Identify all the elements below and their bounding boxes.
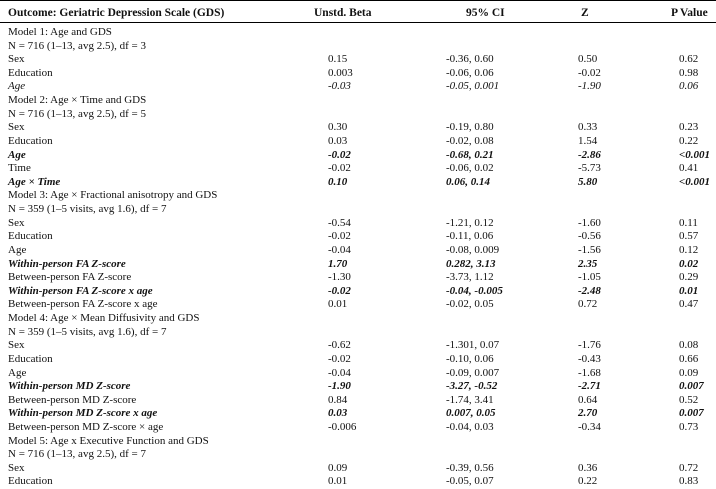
- table-row: [0, 367, 716, 381]
- header-rule: [0, 22, 716, 23]
- beta-cell: 0.10: [328, 175, 348, 188]
- p-cell: 0.47: [679, 298, 699, 311]
- beta-cell: -1.30: [328, 271, 351, 284]
- row-label: Between-person MD Z-score: [8, 393, 137, 406]
- column-header-z: Z: [581, 7, 589, 19]
- p-cell: 0.29: [679, 271, 699, 284]
- beta-cell: 0.03: [328, 407, 348, 420]
- ci-cell: -1.74, 3.41: [446, 393, 494, 406]
- p-cell: 0.73: [679, 420, 699, 433]
- beta-cell: -0.02: [328, 162, 351, 175]
- row-label: Age: [8, 80, 26, 93]
- z-cell: 5.80: [578, 175, 598, 188]
- row-label: N = 359 (1–5 visits, avg 1.6), df = 7: [8, 325, 167, 338]
- ci-cell: -0.68, 0.21: [446, 148, 494, 161]
- row-label: Age: [8, 243, 27, 256]
- row-label: Within-person FA Z-score x age: [8, 284, 153, 297]
- z-cell: 2.35: [578, 257, 598, 270]
- z-cell: -1.76: [578, 339, 601, 352]
- p-cell: <0.001: [679, 175, 711, 188]
- z-cell: -0.56: [578, 230, 601, 243]
- ci-cell: -0.05, 0.001: [446, 80, 500, 93]
- ci-cell: -0.04, 0.03: [446, 420, 494, 433]
- row-label: Sex: [8, 216, 25, 229]
- ci-cell: -1.301, 0.07: [446, 339, 500, 352]
- table-row: [0, 149, 716, 163]
- model-header-row: [0, 26, 716, 40]
- model-header-row: [0, 94, 716, 108]
- beta-cell: -0.62: [328, 339, 351, 352]
- beta-cell: 1.70: [328, 257, 348, 270]
- model-header-row: [0, 189, 716, 203]
- table-row: [0, 230, 716, 244]
- ci-cell: 0.282, 3.13: [446, 257, 496, 270]
- z-cell: 0.72: [578, 298, 598, 311]
- row-label: Model 3: Age × Fractional anisotropy and GDS: [8, 189, 218, 202]
- table-row: [0, 67, 716, 81]
- p-cell: 0.007: [679, 380, 704, 393]
- row-label: N = 716 (1–13, avg 2.5), df = 3: [8, 39, 146, 52]
- ci-cell: -0.06, 0.02: [446, 162, 494, 175]
- row-label: Model 2: Age × Time and GDS: [8, 94, 147, 107]
- table-row: [0, 121, 716, 135]
- row-label: N = 716 (1–13, avg 2.5), df = 5: [8, 107, 146, 120]
- p-cell: 0.08: [679, 339, 699, 352]
- model-header-row: [0, 435, 716, 449]
- table-row: [0, 80, 716, 94]
- p-cell: 0.22: [679, 134, 699, 147]
- p-cell: 0.06: [679, 80, 699, 93]
- row-label: Age: [8, 366, 27, 379]
- table-row: [0, 176, 716, 190]
- ci-cell: -0.05, 0.07: [446, 475, 494, 488]
- beta-cell: -0.54: [328, 216, 351, 229]
- beta-cell: -0.02: [328, 284, 351, 297]
- z-cell: 0.50: [578, 53, 598, 66]
- z-cell: 2.70: [578, 407, 598, 420]
- p-cell: 0.11: [679, 216, 698, 229]
- table-row: [0, 380, 716, 394]
- beta-cell: 0.30: [328, 121, 348, 134]
- ci-cell: -0.19, 0.80: [446, 121, 494, 134]
- row-label: Sex: [8, 121, 25, 134]
- table-row: [0, 475, 716, 489]
- row-label: N = 716 (1–13, avg 2.5), df = 7: [8, 448, 146, 461]
- row-label: Model 4: Age × Mean Diffusivity and GDS: [8, 312, 200, 325]
- beta-cell: -0.04: [328, 366, 351, 379]
- z-cell: 1.54: [578, 134, 598, 147]
- row-label: Age × Time: [8, 175, 61, 188]
- ci-cell: 0.007, 0.05: [446, 407, 496, 420]
- row-label: Education: [8, 134, 53, 147]
- table-row: [0, 285, 716, 299]
- z-cell: -0.02: [578, 66, 601, 79]
- top-rule: [0, 0, 716, 1]
- model-header-row: [0, 40, 716, 54]
- z-cell: -0.43: [578, 352, 601, 365]
- beta-cell: -0.02: [328, 230, 351, 243]
- row-label: Education: [8, 66, 53, 79]
- row-label: Education: [8, 230, 53, 243]
- ci-cell: -1.21, 0.12: [446, 216, 494, 229]
- ci-cell: -0.36, 0.60: [446, 53, 494, 66]
- ci-cell: -0.09, 0.007: [446, 366, 500, 379]
- table-row: [0, 135, 716, 149]
- z-cell: 0.64: [578, 393, 598, 406]
- table-row: [0, 162, 716, 176]
- beta-cell: 0.01: [328, 298, 348, 311]
- column-header-p: P Value: [671, 7, 708, 19]
- p-cell: 0.98: [679, 66, 699, 79]
- beta-cell: 0.15: [328, 53, 348, 66]
- row-label: Between-person MD Z-score × age: [8, 420, 164, 433]
- p-cell: 0.83: [679, 475, 699, 488]
- z-cell: 0.33: [578, 121, 598, 134]
- row-label: Age: [8, 148, 26, 161]
- row-label: Between-person FA Z-score x age: [8, 298, 158, 311]
- p-cell: 0.09: [679, 366, 699, 379]
- beta-cell: 0.09: [328, 461, 348, 474]
- z-cell: -1.60: [578, 216, 601, 229]
- z-cell: 0.36: [578, 461, 598, 474]
- ci-cell: 0.06, 0.14: [446, 175, 490, 188]
- table-row: [0, 271, 716, 285]
- table-row: [0, 462, 716, 476]
- row-label: Time: [8, 162, 31, 175]
- row-label: Within-person FA Z-score: [8, 257, 126, 270]
- z-cell: -0.34: [578, 420, 601, 433]
- p-cell: 0.007: [679, 407, 704, 420]
- ci-cell: -3.73, 1.12: [446, 271, 494, 284]
- p-cell: 0.23: [679, 121, 699, 134]
- row-label: Model 1: Age and GDS: [8, 26, 112, 38]
- table-row: [0, 353, 716, 367]
- row-label: Education: [8, 352, 53, 365]
- ci-cell: -0.06, 0.06: [446, 66, 494, 79]
- column-header-outcome: Outcome: Geriatric Depression Scale (GDS): [8, 7, 225, 19]
- row-label: N = 359 (1–5 visits, avg 1.6), df = 7: [8, 203, 167, 216]
- p-cell: 0.12: [679, 243, 699, 256]
- model-header-row: [0, 203, 716, 217]
- z-cell: -1.56: [578, 243, 601, 256]
- beta-cell: -0.02: [328, 352, 351, 365]
- z-cell: -1.68: [578, 366, 601, 379]
- ci-cell: -0.39, 0.56: [446, 461, 494, 474]
- ci-cell: -0.10, 0.06: [446, 352, 494, 365]
- model-header-row: [0, 312, 716, 326]
- beta-cell: -0.03: [328, 80, 351, 93]
- p-cell: <0.001: [679, 148, 711, 161]
- z-cell: -1.05: [578, 271, 601, 284]
- ci-cell: -0.08, 0.009: [446, 243, 500, 256]
- model-header-row: [0, 326, 716, 340]
- beta-cell: 0.003: [328, 66, 353, 79]
- ci-cell: -0.02, 0.05: [446, 298, 494, 311]
- z-cell: -2.86: [578, 148, 601, 161]
- p-cell: 0.66: [679, 352, 699, 365]
- z-cell: -2.48: [578, 284, 601, 297]
- table-row: [0, 298, 716, 312]
- row-label: Sex: [8, 53, 25, 66]
- row-label: Model 5: Age x Executive Function and GDS: [8, 434, 209, 447]
- p-cell: 0.52: [679, 393, 699, 406]
- beta-cell: 0.01: [328, 475, 348, 488]
- model-header-row: [0, 448, 716, 462]
- z-cell: -2.71: [578, 380, 601, 393]
- beta-cell: 0.03: [328, 134, 348, 147]
- row-label: Sex: [8, 461, 25, 474]
- p-cell: 0.57: [679, 230, 699, 243]
- p-cell: 0.72: [679, 461, 699, 474]
- row-label: Education: [8, 475, 53, 488]
- table-row: [0, 339, 716, 353]
- row-label: Within-person MD Z-score x age: [8, 407, 158, 420]
- z-cell: -1.90: [578, 80, 601, 93]
- table-row: [0, 421, 716, 435]
- table-row: [0, 394, 716, 408]
- z-cell: -5.73: [578, 162, 601, 175]
- column-header-ci: 95% CI: [466, 7, 505, 19]
- table-row: [0, 258, 716, 272]
- ci-cell: -0.04, -0.005: [446, 284, 503, 297]
- beta-cell: -0.02: [328, 148, 351, 161]
- row-label: Between-person FA Z-score: [8, 271, 132, 284]
- column-header-beta: Unstd. Beta: [314, 7, 372, 19]
- table-row: [0, 53, 716, 67]
- p-cell: 0.41: [679, 162, 699, 175]
- p-cell: 0.02: [679, 257, 699, 270]
- ci-cell: -3.27, -0.52: [446, 380, 498, 393]
- beta-cell: -0.006: [328, 420, 357, 433]
- table-row: [0, 244, 716, 258]
- beta-cell: -1.90: [328, 380, 351, 393]
- ci-cell: -0.02, 0.08: [446, 134, 494, 147]
- table-row: [0, 407, 716, 421]
- beta-cell: 0.84: [328, 393, 348, 406]
- row-label: Sex: [8, 339, 25, 352]
- ci-cell: -0.11, 0.06: [446, 230, 494, 243]
- z-cell: 0.22: [578, 475, 598, 488]
- beta-cell: -0.04: [328, 243, 351, 256]
- row-label: Within-person MD Z-score: [8, 380, 131, 393]
- model-header-row: [0, 108, 716, 122]
- p-cell: 0.01: [679, 284, 699, 297]
- p-cell: 0.62: [679, 53, 699, 66]
- table-row: [0, 217, 716, 231]
